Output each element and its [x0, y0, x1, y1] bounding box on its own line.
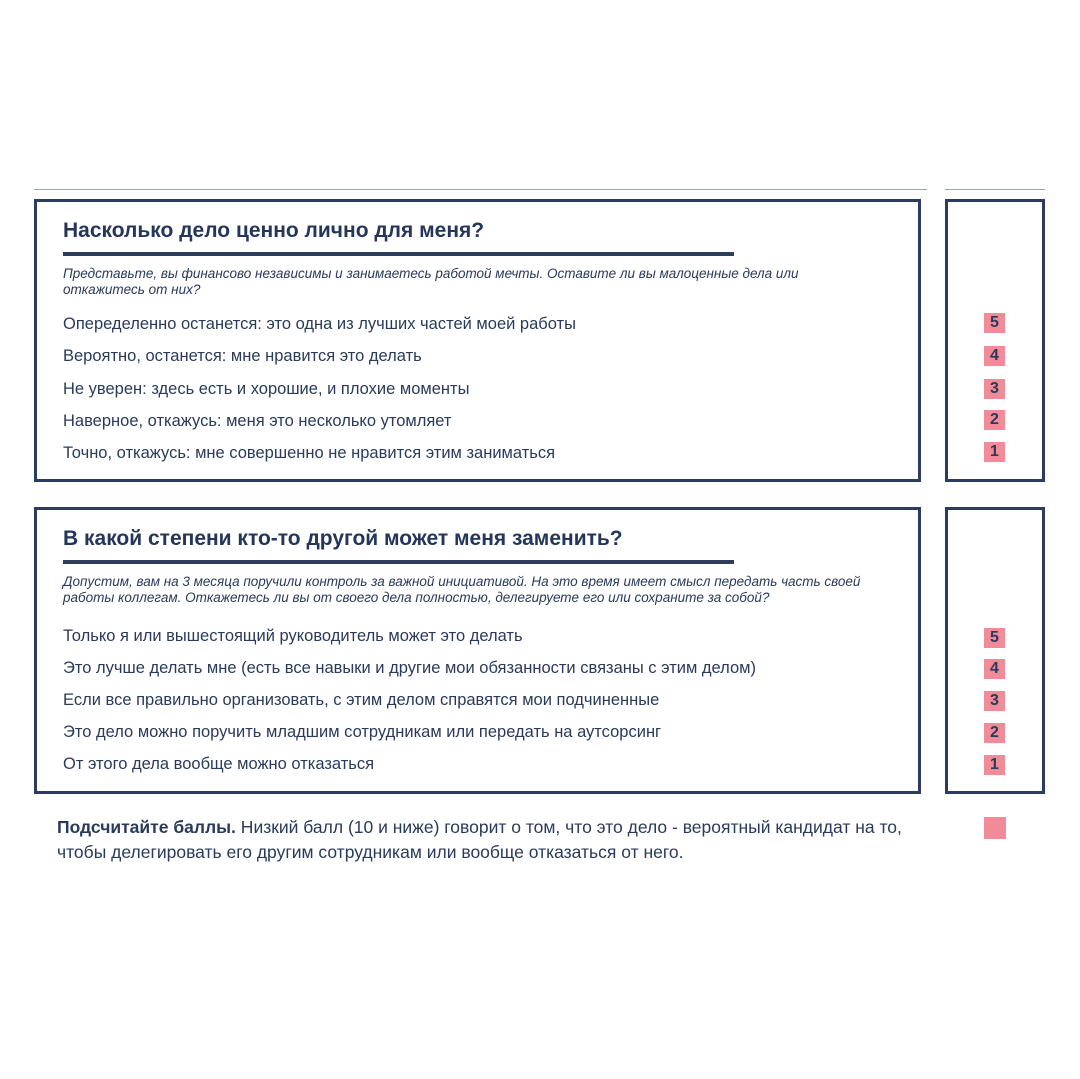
score-badge: 3 — [984, 379, 1005, 399]
top-divider-left — [34, 189, 927, 190]
score-badge: 5 — [984, 628, 1005, 648]
answer-option: Это лучше делать мне (есть все навыки и другие мои обязанности связаны с этим делом) — [63, 659, 756, 677]
score-badge: 2 — [984, 410, 1005, 430]
score-badge: 4 — [984, 346, 1005, 366]
score-badge: 1 — [984, 755, 1005, 775]
score-badge: 5 — [984, 313, 1005, 333]
question-card-1 — [34, 199, 921, 482]
score-badge: 3 — [984, 691, 1005, 711]
title-underline — [63, 560, 734, 564]
answer-option: Точно, откажусь: мне совершенно не нравится этим заниматься — [63, 444, 556, 462]
question-title: Насколько дело ценно лично для меня? — [63, 219, 485, 242]
score-column-2 — [945, 507, 1045, 794]
answer-option: Если все правильно организовать, с этим делом справятся мои подчиненные — [63, 691, 660, 709]
scoring-instructions-body: Низкий балл (10 и ниже) говорит о том, что это дело - вероятный кандидат на то, чтобы делегировать его другим сотрудникам или вообще отказаться от него. — [57, 817, 902, 862]
total-score-box[interactable] — [984, 817, 1006, 839]
answer-option: Вероятно, останется: мне нравится это делать — [63, 347, 422, 365]
scoring-instructions-lead: Подсчитайте баллы. — [57, 817, 236, 837]
answer-option: Не уверен: здесь есть и хорошие, и плохие моменты — [63, 380, 470, 398]
answer-option: Только я или вышестоящий руководитель может это делать — [63, 627, 523, 645]
score-badge: 2 — [984, 723, 1005, 743]
question-description: Представьте, вы финансово независимы и занимаетесь работой мечты. Оставите ли вы малоценные дела или откажитесь от них? — [63, 266, 799, 297]
scoring-instructions — [57, 815, 927, 865]
score-badge: 1 — [984, 442, 1005, 462]
answer-option: Наверное, откажусь: меня это несколько утомляет — [63, 412, 452, 430]
top-divider-right — [945, 189, 1045, 190]
score-badge: 4 — [984, 659, 1005, 679]
answer-option: Это дело можно поручить младшим сотрудникам или передать на аутсорсинг — [63, 723, 662, 741]
title-underline — [63, 252, 734, 256]
score-column-1 — [945, 199, 1045, 482]
question-description: Допустим, вам на 3 месяца поручили контроль за важной инициативой. На это время имеет смысл передать часть своей работы коллегам. Откажетесь ли вы от своего дела полностью, делегируете его или сохраните за собой? — [63, 574, 861, 605]
question-title: В какой степени кто-то другой может меня заменить? — [63, 527, 623, 550]
answer-option: От этого дела вообще можно отказаться — [63, 755, 375, 773]
answer-option: Опеределенно останется: это одна из лучших частей моей работы — [63, 315, 576, 333]
question-card-2 — [34, 507, 921, 794]
